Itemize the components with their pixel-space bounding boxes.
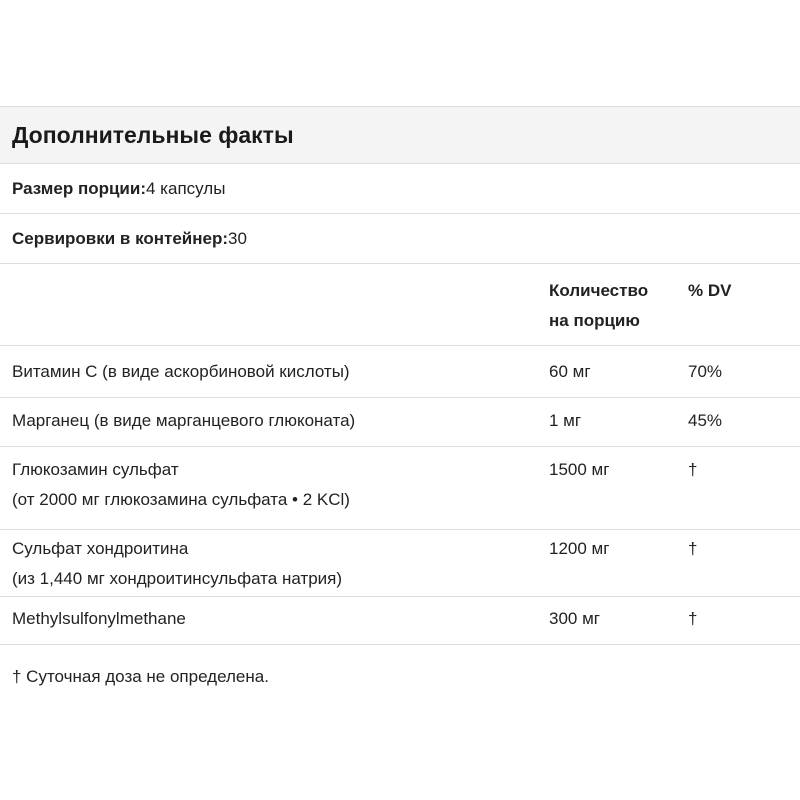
nutrient-cell: [12, 534, 342, 594]
table-row: [0, 530, 800, 597]
nutrient-note: (от 2000 мг глюкозамина сульфата • 2 KCl): [12, 490, 350, 509]
servings-per-container-row: [0, 214, 800, 264]
nutrient-name: Глюкозамин сульфат: [12, 460, 179, 479]
nutrient-dv: †: [688, 609, 698, 628]
supplement-facts-panel: [0, 106, 800, 645]
table-row: [0, 398, 800, 447]
table-header-row: [0, 264, 800, 346]
dv-column-header: % DV: [688, 281, 732, 300]
nutrient-dv: †: [688, 539, 698, 558]
table-row: [0, 346, 800, 398]
title-bar: [0, 106, 800, 164]
nutrient-dv: 45%: [688, 411, 723, 430]
servings-per-container-value: 30: [228, 228, 247, 248]
nutrient-cell: [12, 455, 350, 515]
table-row: [0, 597, 800, 645]
nutrient-dv: 70%: [688, 362, 723, 381]
amount-header-line2: на порцию: [549, 311, 640, 330]
nutrient-dv: †: [688, 460, 698, 479]
serving-size-label: Размер порции:: [12, 178, 146, 198]
nutrient-name: Methylsulfonylmethane: [12, 609, 186, 628]
nutrient-amount: 1 мг: [549, 411, 582, 430]
nutrient-name: Сульфат хондроитина: [12, 539, 189, 558]
nutrient-note: (из 1,440 мг хондроитинсульфата натрия): [12, 569, 343, 588]
amount-column-header: [549, 276, 648, 336]
servings-per-container-label: Сервировки в контейнер:: [12, 228, 229, 248]
serving-size-row: [0, 164, 800, 214]
nutrient-amount: 60 мг: [549, 362, 591, 381]
panel-title: Дополнительные факты: [12, 121, 294, 148]
footnote: † Суточная доза не определена.: [12, 667, 269, 686]
amount-header-line1: Количество: [549, 281, 649, 300]
nutrient-amount: 1200 мг: [549, 539, 610, 558]
nutrient-name: Марганец (в виде марганцевого глюконата): [12, 411, 356, 430]
nutrient-amount: 300 мг: [549, 609, 600, 628]
nutrient-amount: 1500 мг: [549, 460, 610, 479]
table-row: [0, 447, 800, 530]
serving-size-value: 4 капсулы: [146, 178, 226, 198]
nutrient-name: Витамин С (в виде аскорбиновой кислоты): [12, 362, 350, 381]
